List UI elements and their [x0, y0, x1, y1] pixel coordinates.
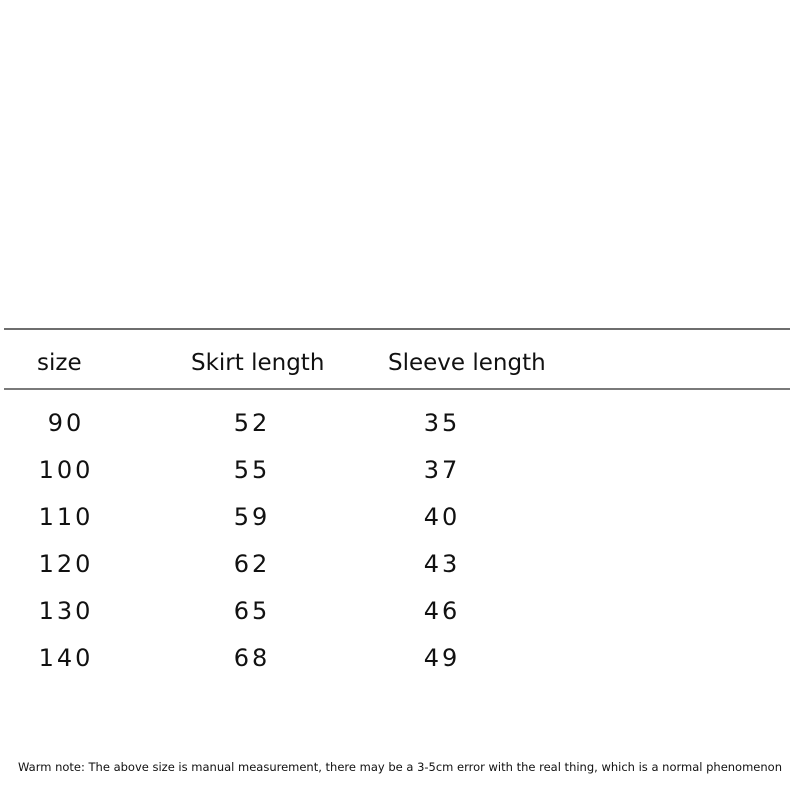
size-cell: 120	[38, 550, 94, 578]
skirt-length-cell: 59	[233, 503, 271, 531]
table-top-rule	[4, 328, 790, 330]
size-cell: 100	[38, 456, 94, 484]
table-row	[0, 644, 800, 674]
warm-note: Warm note: The above size is manual measurement, there may be a 3-5cm error with the real thing, which is a normal phenomenon	[18, 760, 782, 774]
skirt-length-cell: 52	[233, 409, 271, 437]
sleeve-length-cell: 49	[423, 644, 461, 672]
size-cell: 140	[38, 644, 94, 672]
size-cell: 90	[47, 409, 85, 437]
sleeve-length-cell: 46	[423, 597, 461, 625]
header-sleeve-length: Sleeve length	[388, 350, 546, 376]
skirt-length-cell: 55	[233, 456, 271, 484]
header-size: size	[37, 350, 82, 376]
header-skirt-length: Skirt length	[191, 350, 325, 376]
sleeve-length-cell: 35	[423, 409, 461, 437]
header-bottom-rule	[4, 388, 790, 390]
table-row	[0, 597, 800, 627]
size-cell: 110	[38, 503, 94, 531]
skirt-length-cell: 62	[233, 550, 271, 578]
table-row	[0, 503, 800, 533]
table-row	[0, 456, 800, 486]
sleeve-length-cell: 43	[423, 550, 461, 578]
size-cell: 130	[38, 597, 94, 625]
table-row	[0, 550, 800, 580]
table-row	[0, 409, 800, 439]
skirt-length-cell: 65	[233, 597, 271, 625]
sleeve-length-cell: 40	[423, 503, 461, 531]
sleeve-length-cell: 37	[423, 456, 461, 484]
skirt-length-cell: 68	[233, 644, 271, 672]
